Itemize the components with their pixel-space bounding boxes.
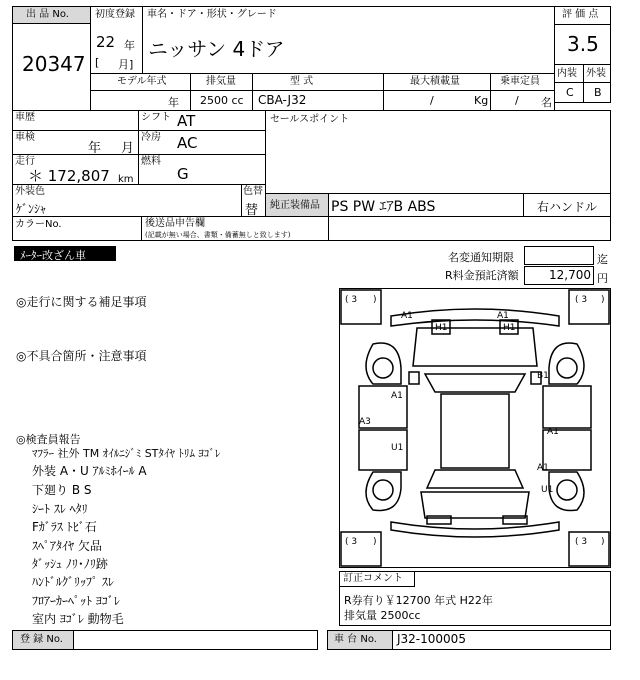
declaration-label: 後送品申告欄 — [145, 218, 205, 229]
exterior-color-value: ｹﾞﾝｼｬ — [16, 202, 47, 216]
registration-box — [73, 630, 318, 650]
exterior-label: 外装 — [586, 68, 606, 79]
car-diagram-drawing — [339, 288, 611, 568]
month-bracket-open: [ — [95, 56, 100, 69]
report-line: 室内 ﾖｺﾞﾚ 動物毛 — [32, 612, 124, 626]
correction-line-2: 排気量 2500cc — [344, 609, 421, 622]
steering-value: 右ハンドル — [537, 200, 598, 214]
year-unit: 年 — [124, 39, 135, 52]
exterior-color-box — [12, 184, 242, 217]
model-year-label: モデル年式 — [117, 76, 167, 87]
color-change-label: 色替 — [243, 186, 263, 197]
tire-mark-front-left-close: ) — [373, 295, 377, 305]
mileage-label: 走行 — [15, 156, 35, 167]
max-load-label: 最大積載量 — [410, 76, 460, 87]
declaration-blank — [328, 216, 611, 241]
report-line: ｽﾍﾟｱﾀｲﾔ 欠品 — [32, 539, 102, 553]
color-change-mark: 替 — [245, 203, 259, 218]
car-name-label: 車名・ドア・形状・グレード — [147, 9, 277, 20]
report-line: ﾀﾞｯｼｭ ﾉﾘ･ﾉﾘ跡 — [32, 557, 108, 571]
damage-code: H1 — [503, 323, 516, 333]
max-load-slash: / — [430, 94, 434, 107]
declaration-note: (記載が無い場合、書類・備蓄無しと致します) — [145, 231, 291, 239]
capacity-label: 乗車定員 — [500, 76, 540, 87]
interior-grade: C — [566, 86, 574, 99]
correction-label: 訂正コメント — [343, 573, 403, 584]
max-load-unit: Kg — [474, 94, 489, 107]
recycle-fee-unit: 円 — [597, 272, 608, 285]
tire-mark-rear-left-close: ) — [373, 537, 377, 547]
equipment-label: 純正装備品 — [270, 200, 320, 211]
inspection-year-unit: 年 — [88, 141, 102, 156]
report-line: 外装 A・U ｱﾙﾐﾎｲｰﾙ A — [32, 464, 147, 478]
model-year-unit: 年 — [168, 96, 179, 109]
damage-code: U1 — [541, 485, 554, 495]
damage-code: A1 — [547, 427, 559, 437]
recycle-fee-label: R料金預託済額 — [445, 269, 519, 282]
sales-point-label: セールスポイント — [270, 114, 350, 125]
first-registration-label: 初度登録 — [95, 9, 135, 20]
report-line: Fｶﾞﾗｽ ﾄﾋﾞ石 — [32, 520, 97, 534]
odometer-tamper-text: ﾒｰﾀｰ改ざん車 — [20, 249, 86, 262]
name-change-label: 名変通知期限 — [448, 251, 514, 264]
tire-mark-rear-right-close: ) — [601, 537, 605, 547]
shift-value: AT — [177, 112, 196, 130]
car-name: ニッサン 4ドア — [148, 37, 285, 61]
displacement-label: 排気量 — [206, 76, 236, 87]
first-registration-year: 22 — [96, 33, 116, 51]
ac-value: AC — [177, 134, 198, 152]
tire-mark-front-right: ( 3 — [575, 295, 588, 305]
report-line: ﾊﾝﾄﾞﾙｸﾞﾘｯﾌﾟ ｽﾚ — [32, 575, 114, 589]
damage-code: A3 — [359, 417, 371, 427]
inspection-label: 車検 — [15, 132, 35, 143]
shift-label: シフト — [141, 112, 171, 123]
inspection-month-unit: 月 — [121, 141, 135, 156]
damage-code: A1 — [497, 311, 509, 321]
interior-label: 内装 — [557, 68, 577, 79]
lot-number-label: 出 品 No. — [26, 9, 69, 20]
capacity-slash: / — [515, 94, 519, 107]
damage-code: A1 — [391, 391, 403, 401]
history-label: 車歴 — [15, 112, 35, 123]
damage-code: A1 — [401, 311, 413, 321]
report-line: 下廻り B S — [32, 483, 92, 497]
damage-code: A1 — [537, 463, 549, 473]
tire-mark-front-right-close: ) — [601, 295, 605, 305]
model-code-label: 型 式 — [290, 76, 314, 87]
fuel-value: G — [177, 165, 189, 183]
lot-number: 20347 — [22, 52, 86, 76]
mileage-value: ＊ 172,807 — [28, 167, 110, 185]
driving-notes-heading: ◎走行に関する補足事項 — [16, 295, 147, 309]
month-unit: 月] — [118, 58, 134, 71]
color-number-label: カラーNo. — [15, 219, 62, 230]
exterior-color-label: 外装色 — [15, 186, 45, 197]
defects-heading: ◎不具合箇所・注意事項 — [16, 349, 147, 363]
score-value: 3.5 — [567, 32, 599, 56]
name-change-unit: 迄 — [597, 253, 608, 266]
damage-code: H1 — [435, 323, 448, 333]
tire-mark-rear-right: ( 3 — [575, 537, 588, 547]
model-code-value: CBA-J32 — [258, 93, 307, 107]
correction-line-1: R券有り￥12700 年式 H22年 — [344, 594, 493, 607]
tire-mark-front-left: ( 3 — [345, 295, 358, 305]
report-line: ｼｰﾄ ｽﾚ ﾍﾀﾘ — [32, 502, 88, 516]
report-line: ﾌﾛｱｰｶｰﾍﾟｯﾄ ﾖｺﾞﾚ — [32, 594, 120, 608]
inspector-report-heading: ◎検査員報告 — [16, 433, 81, 446]
tire-mark-rear-left: ( 3 — [345, 537, 358, 547]
fuel-label: 燃料 — [141, 156, 161, 167]
name-change-box — [524, 246, 594, 265]
capacity-unit: 名 — [541, 96, 552, 109]
damage-code: B1 — [537, 371, 549, 381]
chassis-label: 車 台 No. — [334, 634, 377, 645]
equipment-value: PS PW ｴｱB ABS — [331, 199, 436, 215]
report-line: ﾏﾌﾗｰ 社外 TM ｵｲﾙﾆｼﾞﾐ STﾀｲﾔ ﾄﾘﾑ ﾖｺﾞﾚ — [32, 447, 221, 460]
recycle-fee-value: 12,700 — [549, 268, 591, 282]
damage-code: U1 — [391, 443, 404, 453]
registration-label: 登 録 No. — [20, 634, 63, 645]
score-label: 評 価 点 — [562, 9, 599, 20]
exterior-grade: B — [594, 86, 602, 99]
chassis-number: J32-100005 — [397, 632, 466, 646]
ac-label: 冷房 — [141, 132, 161, 143]
displacement-value: 2500 cc — [200, 94, 244, 107]
mileage-unit: km — [118, 174, 134, 185]
